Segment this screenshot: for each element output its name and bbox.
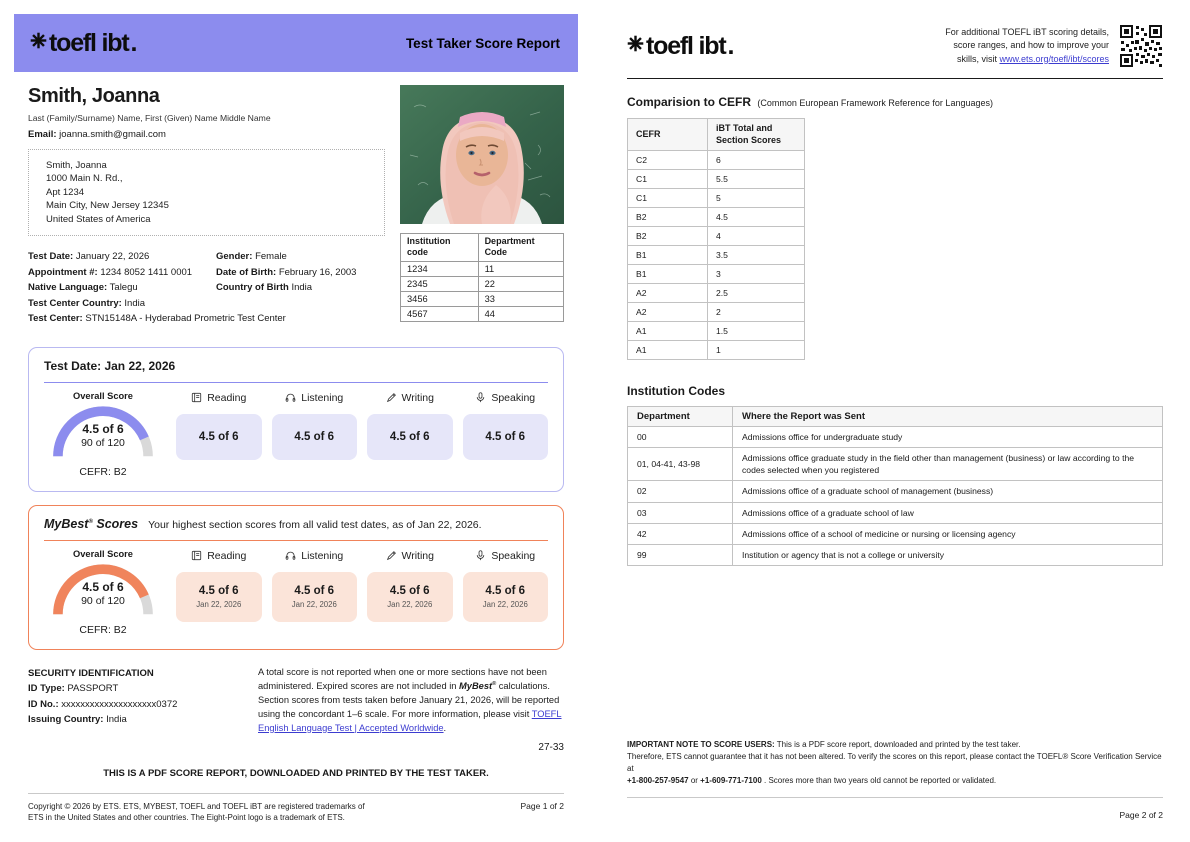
eight-point-star-icon: [30, 32, 47, 49]
score-date: Jan 22, 2026: [196, 599, 242, 609]
email-value: joanna.smith@gmail.com: [59, 129, 166, 140]
detail-test-center: Test Center: STN15148A - Hyderabad Prometric Test Center: [28, 313, 286, 325]
section-name: Writing: [401, 549, 434, 562]
detail-date-of-birth: Date of Birth: February 16, 2003: [216, 266, 357, 278]
score-box-title: Test Date: Jan 22, 2026: [44, 358, 176, 373]
mybest-brand-inline: MyBest®: [459, 680, 497, 691]
address-line: Main City, New Jersey 12345: [46, 200, 169, 212]
section-score-writing: [367, 391, 453, 478]
mybest-section-reading: [176, 549, 262, 636]
page2-header: [627, 14, 1163, 79]
page-number: Page 2 of 2: [1119, 810, 1163, 820]
cefr-col-header: iBT Total and Section Scores: [708, 119, 805, 151]
security-issuing-country: Issuing Country: India: [28, 713, 127, 725]
qr-code: [1119, 24, 1163, 68]
table-row: 4567 44: [401, 306, 564, 321]
table-row: A1 1: [628, 341, 805, 360]
overall-score-value: 4.5 of 6: [82, 421, 124, 436]
cefr-level: CEFR: B2: [79, 465, 127, 478]
logo-text: toefl ibt: [646, 31, 726, 60]
overall-points-value: 90 of 120: [81, 436, 125, 449]
detail-gender: Gender: Female: [216, 251, 287, 263]
score-date: Jan 22, 2026: [482, 599, 528, 609]
overall-score-value: 4.5 of 6: [82, 579, 124, 594]
score-date: Jan 22, 2026: [387, 599, 433, 609]
pencil-icon: [386, 392, 397, 403]
test-taker-name: Smith, Joanna: [28, 85, 160, 107]
score-chip: 4.5 of 6: [367, 414, 453, 460]
score-report-page-1: [14, 14, 578, 824]
toefl-ibt-logo: [30, 29, 137, 58]
address-line: Smith, Joanna: [46, 160, 107, 171]
institution-codes-table: [627, 406, 1163, 565]
section-name: Reading: [207, 549, 247, 562]
report-title: Test Taker Score Report: [405, 35, 560, 51]
table-row: A2 2: [628, 303, 805, 322]
overall-points-value: 90 of 120: [81, 594, 125, 607]
cefr-level: CEFR: B2: [79, 623, 127, 636]
section-name: Listening: [301, 549, 344, 562]
ic-col-header: Department: [628, 407, 733, 427]
cefr-comparison-heading: Comparision to CEFR (Common European Framework Reference for Languages): [627, 95, 993, 109]
institution-code-table: [400, 233, 564, 322]
toefl-info-link[interactable]: TOEFL English Language Test | Accepted Worldwide: [258, 708, 562, 733]
security-id-no: ID No.: xxxxxxxxxxxxxxxxxxxx0372: [28, 698, 178, 710]
score-chip: 4.5 of 6 Jan 22, 2026: [367, 572, 453, 622]
mybest-section-writing: [367, 549, 453, 636]
address-line: Apt 1234: [46, 186, 85, 198]
score-note: A total score is not reported when one or more sections have not been administered. Expired scores are not included in MyBest® calculations. Section scores from tests taken before January 21, 2026, will be reported using the concordant 1–6 scale. For more information, please visit TOEFL English Language Test | Accepted Worldwide.: [258, 666, 562, 733]
book-icon: [191, 550, 202, 561]
logo-trademark-dot: .: [727, 31, 735, 60]
headphones-icon: [285, 392, 296, 403]
section-name: Reading: [207, 391, 247, 404]
overall-score-label: Overall Score: [73, 548, 133, 559]
detail-test-date: Test Date: January 22, 2026: [28, 251, 150, 263]
score-chip: 4.5 of 6 Jan 22, 2026: [272, 572, 358, 622]
table-row: B1 3.5: [628, 246, 805, 265]
overall-score-label: Overall Score: [73, 390, 133, 401]
ic-col-header: Where the Report was Sent: [733, 407, 1163, 427]
toefl-ibt-logo: [627, 32, 734, 61]
section-score-speaking: [463, 391, 549, 478]
score-chip: 4.5 of 6 Jan 22, 2026: [463, 572, 549, 622]
overall-score-gauge: [44, 391, 162, 478]
table-row: 03 Admissions office of a graduate school of law: [628, 502, 1163, 523]
detail-country-of-birth: Country of Birth India: [216, 282, 313, 294]
score-chip: 4.5 of 6: [463, 414, 549, 460]
address-line: United States of America: [46, 213, 151, 225]
logo-trademark-dot: .: [130, 28, 138, 57]
mybest-overall-score-gauge: [44, 549, 162, 636]
score-chip: 4.5 of 6 Jan 22, 2026: [176, 572, 262, 622]
test-details: [28, 249, 386, 326]
page-number: Page 1 of 2: [520, 800, 564, 811]
table-row: 99 Institution or agency that is not a college or university: [628, 544, 1163, 565]
address-line: 1000 Main N. Rd.,: [46, 173, 123, 185]
mybest-scores-box: [28, 505, 564, 650]
table-row: 1234 11: [401, 261, 564, 276]
test-date-score-box: [28, 347, 564, 492]
name-caption: Last (Family/Surname) Name, First (Given) Name Middle Name: [28, 113, 271, 123]
divider: [44, 382, 548, 383]
headphones-icon: [285, 550, 296, 561]
score-date: Jan 22, 2026: [291, 599, 337, 609]
table-row: C2 6: [628, 151, 805, 170]
institution-codes-heading: Institution Codes: [627, 384, 725, 399]
test-taker-photo: [400, 85, 564, 224]
table-row: B2 4.5: [628, 208, 805, 227]
mybest-brand: MyBest® Scores: [44, 516, 139, 531]
detail-native-language: Native Language: Talegu: [28, 282, 138, 294]
logo-text: toefl ibt: [49, 28, 129, 57]
email-line: [28, 129, 386, 140]
section-score-listening: [272, 391, 358, 478]
security-id-type: ID Type: PASSPORT: [28, 683, 119, 695]
phone-number: +1-800-257-9547: [627, 776, 689, 785]
table-row: 02 Admissions office of a graduate school of management (business): [628, 481, 1163, 502]
table-row: 2345 22: [401, 276, 564, 291]
footer-divider: [627, 797, 1163, 798]
cefr-col-header: CEFR: [628, 119, 708, 151]
cefr-heading-subtext: (Common European Framework Reference for Languages): [757, 98, 993, 108]
security-heading: SECURITY IDENTIFICATION: [28, 667, 154, 679]
detail-test-center-country: Test Center Country: India: [28, 297, 146, 309]
important-note-label: IMPORTANT NOTE TO SCORE USERS:: [627, 740, 775, 749]
phone-number: +1-609-771-7100: [700, 776, 762, 785]
divider: [44, 540, 548, 541]
table-row: 42 Admissions office of a school of medicine or nursing or licensing agency: [628, 523, 1163, 544]
table-row: C1 5: [628, 189, 805, 208]
table-row: A1 1.5: [628, 322, 805, 341]
important-note: IMPORTANT NOTE TO SCORE USERS: This is a PDF score report, downloaded and printed by the test taker. Therefore, ETS cannot guarantee that it has not been altered. To verify the scores on this report, please contact the TOEFL® Score Verification Service at +1-800-257-9547 or +1-609-771-7100 . Scores more than two years old cannot be reported or validated.: [627, 740, 1162, 785]
table-row: A2 2.5: [628, 284, 805, 303]
pdf-report-notice: THIS IS A PDF SCORE REPORT, DOWNLOADED AND PRINTED BY THE TEST TAKER.: [103, 767, 489, 779]
section-name: Speaking: [491, 549, 536, 562]
detail-appointment: Appointment #: 1234 8052 1411 0001: [28, 266, 193, 278]
section-name: Listening: [301, 391, 344, 404]
cefr-comparison-table: [627, 118, 805, 360]
table-row: B1 3: [628, 265, 805, 284]
mailing-address-box: [28, 149, 385, 236]
security-identification: [28, 666, 258, 753]
book-icon: [191, 392, 202, 403]
inst-col-header: Department Code: [478, 234, 563, 262]
page1-header-band: [14, 14, 578, 72]
mybest-section-listening: [272, 549, 358, 636]
score-chip: 4.5 of 6: [272, 414, 358, 460]
score-report-page-2: [627, 14, 1163, 826]
scoring-info-text: For additional TOEFL iBT scoring details, score ranges, and how to improve your skills, visit www.ets.org/toefl/ibt/scores: [945, 27, 1109, 64]
mybest-subtitle: Your highest section scores from all valid test dates, as of Jan 22, 2026.: [148, 518, 482, 531]
table-row: 00 Admissions office for undergraduate study: [628, 427, 1163, 448]
table-row: C1 5.5: [628, 170, 805, 189]
score-chip: 4.5 of 6: [176, 414, 262, 460]
section-name: Speaking: [491, 391, 536, 404]
mybest-section-speaking: [463, 549, 549, 636]
eight-point-star-icon: [627, 35, 644, 52]
pencil-icon: [386, 550, 397, 561]
writing-score-range: 27-33: [538, 741, 564, 753]
section-score-reading: [176, 391, 262, 478]
table-row: 3456 33: [401, 291, 564, 306]
footer-divider: [28, 793, 564, 794]
table-row: B2 4: [628, 227, 805, 246]
table-row: 01, 04-41, 43-98 Admissions office graduate study in the field other than management (business) or law according to the codes selected when you registered: [628, 448, 1163, 481]
email-label: Email:: [28, 129, 57, 140]
copyright-text: Copyright © 2026 by ETS. ETS, MYBEST, TOEFL and TOEFL iBT are registered trademarks of ETS in the United States and other countries. The Eight-Point logo is a trademark of ETS.: [28, 801, 365, 823]
inst-col-header: Institution code: [401, 234, 479, 262]
microphone-icon: [475, 550, 486, 561]
ets-scores-link[interactable]: www.ets.org/toefl/ibt/scores: [999, 53, 1109, 64]
section-name: Writing: [401, 391, 434, 404]
microphone-icon: [475, 392, 486, 403]
